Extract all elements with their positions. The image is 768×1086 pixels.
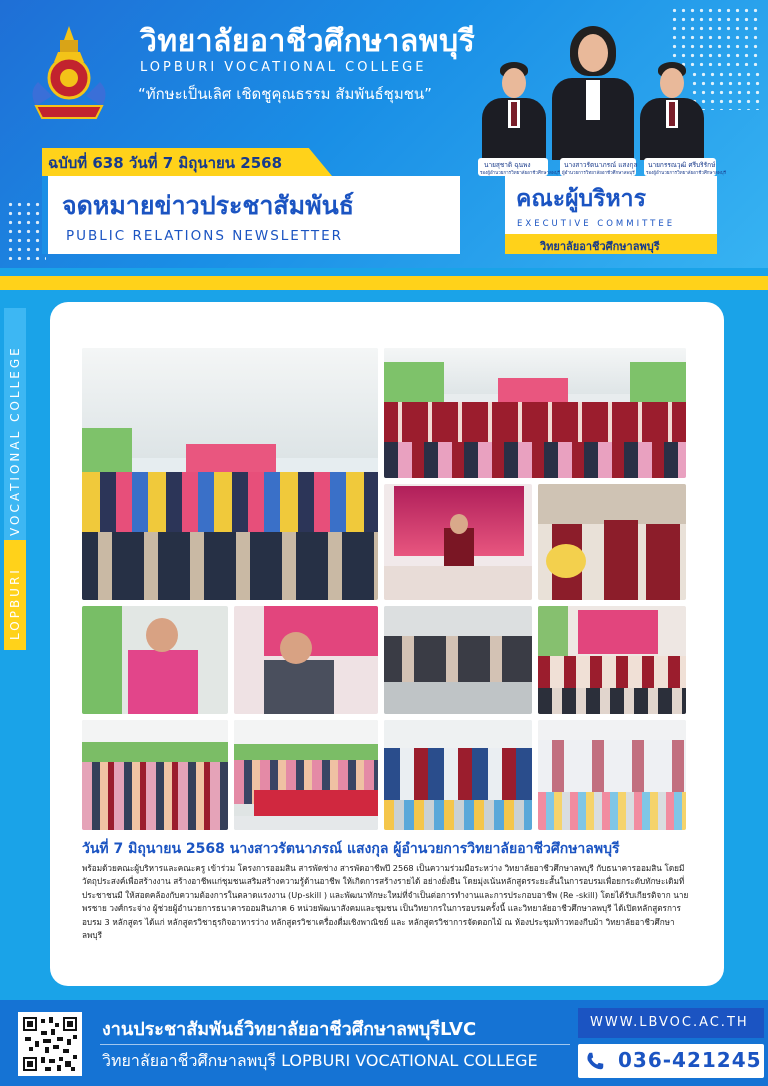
footer-pr-line: งานประชาสัมพันธ์วิทยาลัยอาชีวศึกษาลพบุรีLVC <box>102 1019 477 1040</box>
executive-nameplate-left: นายสุชาติ ฉุนพง รองผู้อำนวยการวิทยาลัยอาชีวศึกษาลพบุรี <box>478 158 548 176</box>
college-emblem-icon <box>28 22 110 122</box>
phone-icon <box>584 1050 606 1072</box>
photo-host-stage <box>234 606 378 714</box>
footer-divider <box>100 1044 570 1045</box>
photo-group-staff <box>384 348 686 478</box>
header <box>0 0 768 268</box>
executive-committee-th: คณะผู้บริหาร <box>516 186 646 212</box>
photo-snack-workshop <box>538 720 686 830</box>
newsletter-title-en: PUBLIC RELATIONS NEWSLETTER <box>66 228 344 244</box>
executive-photo-center <box>548 22 638 160</box>
college-motto: “ทักษะเป็นเลิศ เชิดชูคุณธรรม สัมพันธ์ชุมชน” <box>138 85 432 103</box>
photo-audience-tables <box>234 720 378 830</box>
decorative-dots <box>670 6 760 66</box>
executive-nameplate-right: นายกรรณวุฒิ ศรีบริรักษ์ รองผู้อำนวยการวิทยาลัยอาชีวศึกษาลพบุรี <box>644 158 716 176</box>
website-link[interactable]: WWW.LBVOC.AC.TH <box>590 1015 749 1030</box>
phone-number[interactable]: 036-421245 <box>618 1048 762 1072</box>
college-title-en: LOPBURI VOCATIONAL COLLEGE <box>140 60 427 75</box>
newsletter-accent <box>42 176 48 254</box>
photo-speaker-podium <box>384 484 532 600</box>
side-label-lopburi: LOPBURI <box>4 540 26 650</box>
executive-photo-right <box>636 60 708 160</box>
yellow-divider <box>0 276 768 290</box>
photo-speech-flowers <box>538 484 686 600</box>
decorative-dots <box>6 200 46 260</box>
executive-nameplate-center: นางสาวรัตนาภรณ์ แสงกุล ผู้อำนวยการวิทยาลัยอาชีวศึกษาลพบุรี <box>560 158 636 176</box>
article-caption: วันที่ 7 มิถุนายน 2568 นางสาวรัตนาภรณ์ แสงกุล ผู้อำนวยการวิทยาลัยอาชีวศึกษาลพบุรี <box>82 841 620 857</box>
college-title-th: วิทยาลัยอาชีวศึกษาลพบุรี <box>140 24 476 59</box>
photo-group-certificates <box>82 348 378 600</box>
article-body: พร้อมด้วยคณะผู้บริหารและคณะครู เข้าร่วม โครงการออมสิน สารพัดช่าง สารพัดอาชีพปี 2568 เป็นความร่วมมือระหว่าง วิทยาลัยอาชีวศึกษาลพบุรี กับธนาคารออมสิน โดยมีวัตถุประสงค์เพื่อสร้างงาน สร้างอาชีพแก่ชุมชนเสริมสร้างความรู้ด้านอาชีพ ให้เกิดการสร้างรายได้ อย่างยั่งยืน โดยมุ่งเน้นหลักสูตรระยะสั้นในการอบรมเพื่อยกระดับทักษะเดิมที่ประชาชนมี ให้สอดคล้องกับความต้องการในตลาดแรงงาน (Up-skill ) และพัฒนาทักษะใหม่ที่จำเป็นต่อการทำงานและการประกอบอาชีพ (Re -skill) โดยได้รับเกียรติจาก นายพรชาย วงศ์กระจ่าง ผู้ช่วยผู้อำนวยการธนาคารออมสินภาค 6 หน่วยพัฒนาสังคมและชุมชน เป็นวิทยากรในการอบรมครั้งนี้ และวิทยาลัยอาชีวศึกษาลพบุรี ได้เปิดหลักสูตรการอบรม 3 หลักสูตร ได้แก่ หลักสูตรวิชาธุรกิจอาหารว่าง หลักสูตรวิชาเครื่องดื่มเชิงพาณิชย์ และ หลักสูตรวิชาการจัดดอกไม้ ณ ห้องประชุมท้าวทองกีบม้า วิทยาลัยอาชีวศึกษาลพบุรี <box>82 863 689 941</box>
photo-host-microphone <box>82 606 228 714</box>
photo-drinks-workshop <box>384 720 532 830</box>
executive-committee-subtitle: วิทยาลัยอาชีวศึกษาลพบุรี <box>540 240 660 253</box>
qr-code-icon[interactable] <box>18 1012 82 1076</box>
issue-number: ฉบับที่ 638 วันที่ 7 มิถุนายน 2568 <box>48 154 283 172</box>
executive-committee-en: EXECUTIVE COMMITTEE <box>517 219 676 229</box>
footer-college-line: วิทยาลัยอาชีวศึกษาลพบุรี LOPBURI VOCATIONAL COLLEGE <box>102 1051 538 1070</box>
photo-audience-hall <box>82 720 228 830</box>
executive-photo-left <box>478 60 550 160</box>
side-label-college: VOCATIONAL COLLEGE <box>4 308 26 540</box>
newsletter-title-th: จดหมายข่าวประชาสัมพันธ์ <box>62 191 354 220</box>
photo-flower-arranging <box>538 606 686 714</box>
photo-cooking-demo <box>384 606 532 714</box>
